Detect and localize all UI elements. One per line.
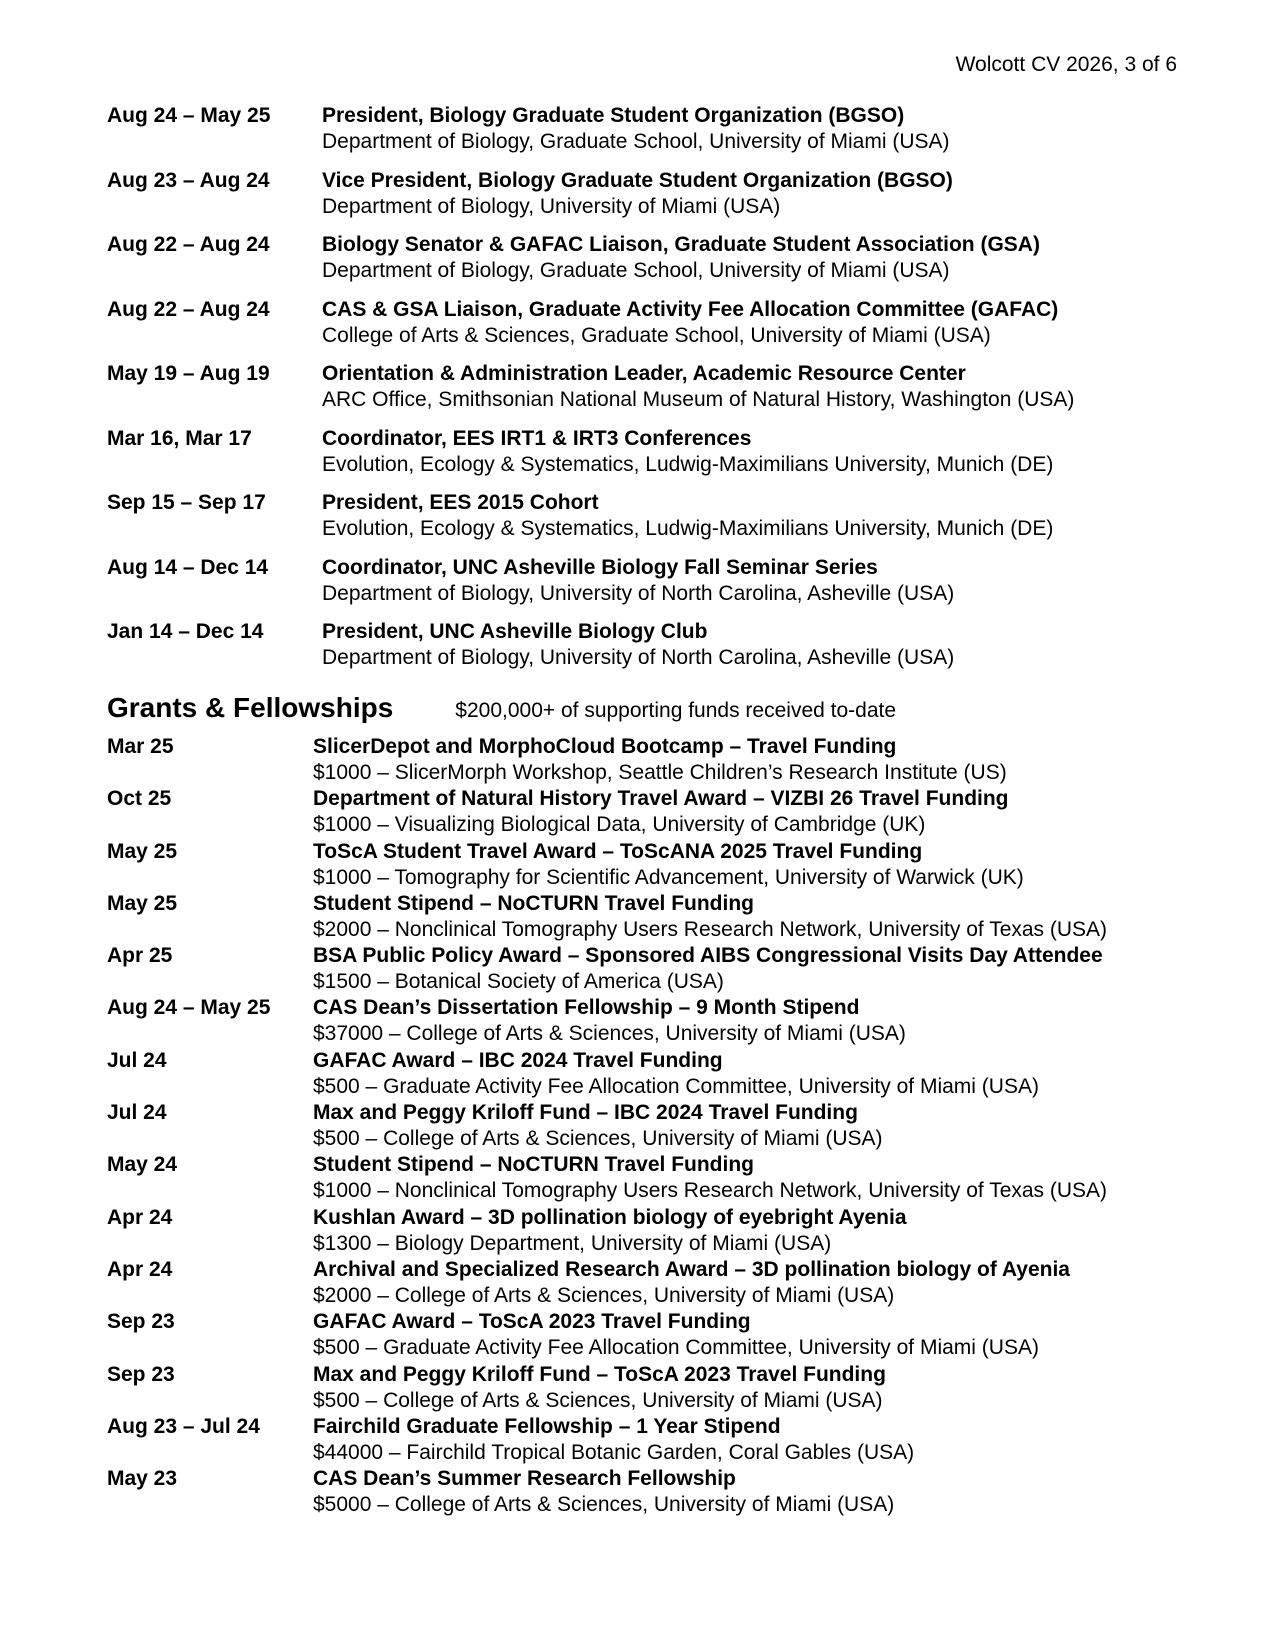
grant-title: Max and Peggy Kriloff Fund – IBC 2024 Travel Funding xyxy=(313,1101,858,1125)
list-item xyxy=(107,297,1187,362)
grant-detail: $44000 – Fairchild Tropical Botanic Garden, Coral Gables (USA) xyxy=(313,1440,915,1464)
grant-date: Jul 24 xyxy=(107,1048,167,1072)
list-item xyxy=(107,1414,1197,1466)
entry-title: Biology Senator & GAFAC Liaison, Graduate Student Association (GSA) xyxy=(322,233,1040,256)
grant-title: BSA Public Policy Award – Sponsored AIBS Congressional Visits Day Attendee xyxy=(313,944,1103,968)
grant-detail: $500 – College of Arts & Sciences, University of Miami (USA) xyxy=(313,1127,883,1151)
grant-detail: $1000 – Tomography for Scientific Advancement, University of Warwick (UK) xyxy=(313,865,1024,889)
list-item xyxy=(107,555,1187,620)
grant-detail: $1000 – Nonclinical Tomography Users Research Network, University of Texas (USA) xyxy=(313,1179,1108,1203)
list-item xyxy=(107,891,1197,943)
entry-date: Aug 22 – Aug 24 xyxy=(107,233,270,256)
grant-detail: $500 – Graduate Activity Fee Allocation Committee, University of Miami (USA) xyxy=(313,1336,1039,1360)
entry-title: Orientation & Administration Leader, Academic Resource Center xyxy=(322,362,966,385)
entry-date: Aug 23 – Aug 24 xyxy=(107,168,270,192)
grant-detail: $500 – Graduate Activity Fee Allocation Committee, University of Miami (USA) xyxy=(313,1074,1039,1098)
grant-title: CAS Dean’s Dissertation Fellowship – 9 Month Stipend xyxy=(313,996,860,1020)
grant-date: May 25 xyxy=(107,891,178,915)
section-note: $200,000+ of supporting funds received to-date xyxy=(455,699,897,722)
list-item xyxy=(107,1466,1197,1518)
grant-date: Aug 24 – May 25 xyxy=(107,996,271,1020)
entry-title: Coordinator, EES IRT1 & IRT3 Conferences xyxy=(322,426,752,450)
list-item xyxy=(107,1257,1197,1309)
grant-detail: $2000 – Nonclinical Tomography Users Research Network, University of Texas (USA) xyxy=(313,917,1108,941)
grant-title: CAS Dean’s Summer Research Fellowship xyxy=(313,1467,736,1491)
list-item xyxy=(107,1362,1197,1414)
list-item xyxy=(107,361,1187,426)
entry-title: President, EES 2015 Cohort xyxy=(322,491,599,514)
grant-title: SlicerDepot and MorphoCloud Bootcamp – Travel Funding xyxy=(313,735,897,758)
entry-date: Sep 15 – Sep 17 xyxy=(107,491,266,514)
grant-date: Apr 25 xyxy=(107,944,173,968)
list-item xyxy=(107,1100,1197,1152)
entry-org: Evolution, Ecology & Systematics, Ludwig-Maximilians University, Munich (DE) xyxy=(322,517,1054,540)
grant-detail: $2000 – College of Arts & Sciences, University of Miami (USA) xyxy=(313,1283,895,1307)
entry-date: Jan 14 – Dec 14 xyxy=(107,620,264,643)
list-item xyxy=(107,734,1197,786)
entry-org: Department of Biology, University of North Carolina, Asheville (USA) xyxy=(322,581,955,605)
list-item xyxy=(107,786,1197,838)
list-item xyxy=(107,490,1187,555)
grant-title: Kushlan Award – 3D pollination biology of eyebright Ayenia xyxy=(313,1205,907,1229)
grant-title: Student Stipend – NoCTURN Travel Funding xyxy=(313,1153,754,1177)
grant-date: Sep 23 xyxy=(107,1362,175,1386)
section-heading-row xyxy=(107,692,896,724)
grant-detail: $5000 – College of Arts & Sciences, University of Miami (USA) xyxy=(313,1493,895,1517)
grant-date: Oct 25 xyxy=(107,787,172,811)
list-item xyxy=(107,168,1187,233)
list-item xyxy=(107,1309,1197,1361)
grant-title: Department of Natural History Travel Award – VIZBI 26 Travel Funding xyxy=(313,787,1009,811)
grant-date: Mar 25 xyxy=(107,735,174,758)
grant-date: Apr 24 xyxy=(107,1257,173,1281)
entry-title: Coordinator, UNC Asheville Biology Fall Seminar Series xyxy=(322,555,878,579)
page-header: Wolcott CV 2026, 3 of 6 xyxy=(955,53,1177,76)
grant-title: Fairchild Graduate Fellowship – 1 Year Stipend xyxy=(313,1414,781,1438)
entry-date: Mar 16, Mar 17 xyxy=(107,426,252,450)
list-item xyxy=(107,103,1187,168)
grant-date: Sep 23 xyxy=(107,1310,175,1334)
list-item xyxy=(107,232,1187,297)
list-item xyxy=(107,839,1197,891)
entry-org: ARC Office, Smithsonian National Museum of Natural History, Washington (USA) xyxy=(322,388,1075,411)
grant-date: Aug 23 – Jul 24 xyxy=(107,1414,260,1438)
entry-org: Department of Biology, University of Miami (USA) xyxy=(322,194,781,218)
entry-title: CAS & GSA Liaison, Graduate Activity Fee Allocation Committee (GAFAC) xyxy=(322,297,1059,321)
grant-date: Apr 24 xyxy=(107,1205,173,1229)
entry-date: Aug 14 – Dec 14 xyxy=(107,555,269,579)
entry-title: Vice President, Biology Graduate Student Organization (BGSO) xyxy=(322,168,953,192)
entry-org: Evolution, Ecology & Systematics, Ludwig-Maximilians University, Munich (DE) xyxy=(322,452,1054,476)
grant-date: Jul 24 xyxy=(107,1101,167,1125)
list-item xyxy=(107,1048,1197,1100)
grant-date: May 23 xyxy=(107,1467,178,1491)
grant-date: May 24 xyxy=(107,1153,178,1177)
grant-title: ToScA Student Travel Award – ToScANA 2025 Travel Funding xyxy=(313,839,923,863)
entry-date: Aug 22 – Aug 24 xyxy=(107,297,270,321)
entry-title: President, UNC Asheville Biology Club xyxy=(322,620,708,643)
grant-date: May 25 xyxy=(107,839,178,863)
grants-list xyxy=(107,734,1197,1518)
grant-title: Archival and Specialized Research Award – 3D pollination biology of Ayenia xyxy=(313,1257,1070,1281)
entry-title: President, Biology Graduate Student Organization (BGSO) xyxy=(322,104,905,127)
grant-title: Student Stipend – NoCTURN Travel Funding xyxy=(313,891,754,915)
leadership-list xyxy=(107,103,1187,684)
grant-detail: $1500 – Botanical Society of America (USA) xyxy=(313,970,724,994)
entry-org: College of Arts & Sciences, Graduate School, University of Miami (USA) xyxy=(322,323,991,347)
grant-detail: $1300 – Biology Department, University of Miami (USA) xyxy=(313,1231,832,1255)
section-title: Grants & Fellowships xyxy=(107,692,394,723)
entry-org: Department of Biology, Graduate School, University of Miami (USA) xyxy=(322,259,950,282)
list-item xyxy=(107,619,1187,684)
list-item xyxy=(107,995,1197,1047)
list-item xyxy=(107,943,1197,995)
grant-detail: $37000 – College of Arts & Sciences, University of Miami (USA) xyxy=(313,1022,906,1046)
list-item xyxy=(107,1152,1197,1204)
entry-date: Aug 24 – May 25 xyxy=(107,104,271,127)
grant-detail: $500 – College of Arts & Sciences, University of Miami (USA) xyxy=(313,1388,883,1412)
grant-title: GAFAC Award – IBC 2024 Travel Funding xyxy=(313,1048,723,1072)
grant-title: GAFAC Award – ToScA 2023 Travel Funding xyxy=(313,1310,751,1334)
grant-detail: $1000 – SlicerMorph Workshop, Seattle Children’s Research Institute (US) xyxy=(313,761,1007,784)
entry-date: May 19 – Aug 19 xyxy=(107,362,270,385)
grant-detail: $1000 – Visualizing Biological Data, University of Cambridge (UK) xyxy=(313,813,926,837)
entry-org: Department of Biology, University of North Carolina, Asheville (USA) xyxy=(322,646,955,669)
list-item xyxy=(107,1205,1197,1257)
grant-title: Max and Peggy Kriloff Fund – ToScA 2023 Travel Funding xyxy=(313,1362,886,1386)
entry-org: Department of Biology, Graduate School, University of Miami (USA) xyxy=(322,130,950,153)
list-item xyxy=(107,426,1187,491)
